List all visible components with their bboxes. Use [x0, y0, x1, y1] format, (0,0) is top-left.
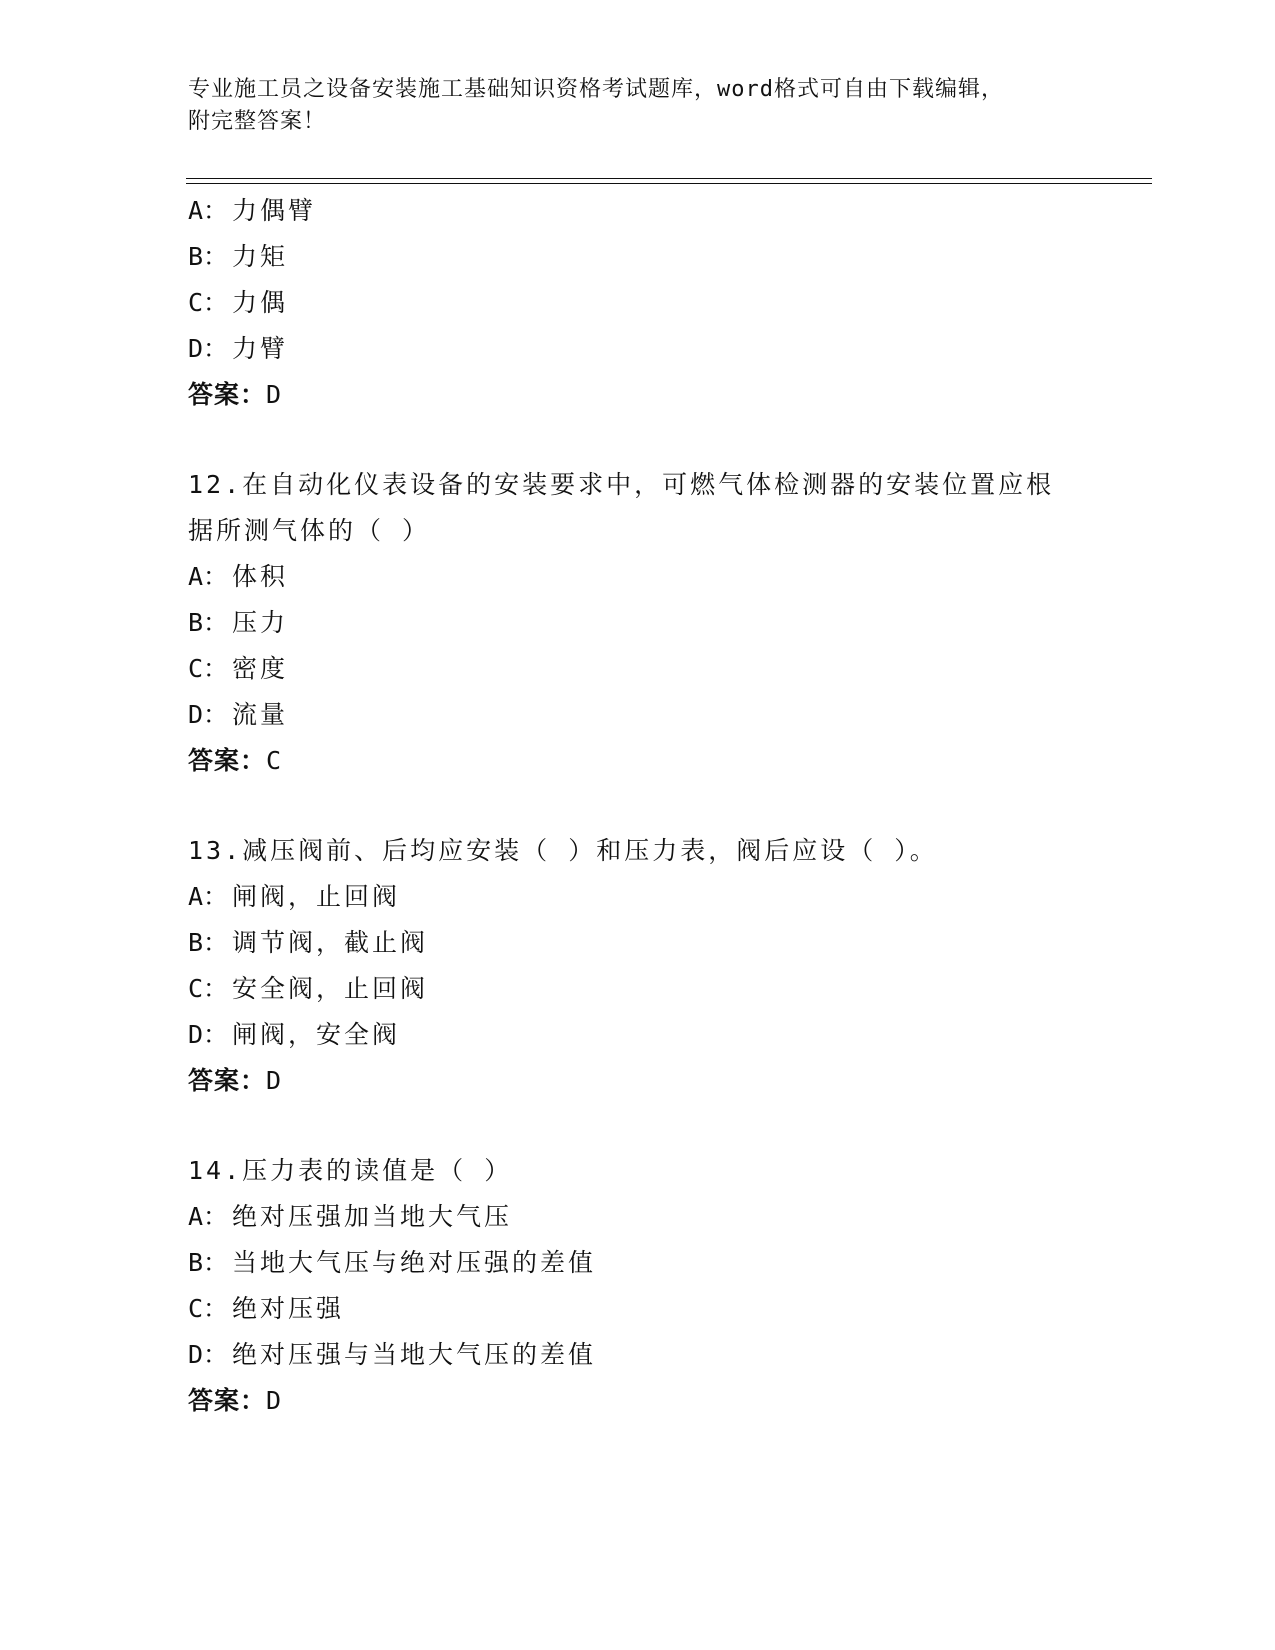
question-text-continued: 据所测气体的（ ）	[188, 516, 431, 545]
option-b	[188, 920, 1088, 966]
option-d	[188, 326, 1088, 372]
option-text: 安全阀，止回阀	[232, 974, 429, 1003]
option-d	[188, 1332, 1088, 1378]
document-header	[188, 74, 1068, 138]
header-rule-bottom	[186, 183, 1152, 184]
option-key: A：	[188, 562, 229, 591]
option-text: 流量	[232, 700, 289, 729]
spacer	[188, 418, 1088, 462]
answer-label: 答案：	[188, 380, 267, 409]
spacer	[188, 784, 1088, 828]
option-key: D：	[188, 334, 229, 363]
option-text: 压力	[232, 608, 289, 637]
question-list	[188, 188, 1088, 1424]
option-text: 力臂	[232, 334, 289, 363]
option-key: A：	[188, 1202, 229, 1231]
option-b	[188, 600, 1088, 646]
option-key: C：	[188, 974, 229, 1003]
option-a	[188, 874, 1088, 920]
option-text: 绝对压强加当地大气压	[232, 1202, 513, 1231]
answer	[188, 372, 1088, 418]
question-text: 12.在自动化仪表设备的安装要求中，可燃气体检测器的安装位置应根	[188, 470, 1055, 499]
option-a	[188, 1194, 1088, 1240]
answer-label: 答案：	[188, 746, 267, 775]
answer-label: 答案：	[188, 1066, 267, 1095]
answer-value: D	[266, 1066, 283, 1095]
answer	[188, 1378, 1088, 1424]
option-text: 闸阀，安全阀	[232, 1020, 401, 1049]
option-key: A：	[188, 196, 229, 225]
option-key: B：	[188, 1248, 229, 1277]
option-c	[188, 1286, 1088, 1332]
option-text: 绝对压强与当地大气压的差值	[232, 1340, 597, 1369]
question-11-continued	[188, 188, 1088, 418]
option-key: C：	[188, 288, 229, 317]
answer	[188, 738, 1088, 784]
option-text: 力偶	[232, 288, 289, 317]
option-d	[188, 1012, 1088, 1058]
option-c	[188, 966, 1088, 1012]
question-text: 13.减压阀前、后均应安装（ ）和压力表，阀后应设（ ）。	[188, 836, 938, 865]
header-line-2: 附完整答案！	[188, 109, 327, 134]
header-line-1: 专业施工员之设备安装施工基础知识资格考试题库，word格式可自由下载编辑，	[188, 77, 1004, 102]
option-key: D：	[188, 700, 229, 729]
option-text: 当地大气压与绝对压强的差值	[232, 1248, 597, 1277]
question-12	[188, 462, 1088, 784]
option-c	[188, 646, 1088, 692]
answer-value: D	[266, 380, 283, 409]
option-text: 调节阀，截止阀	[232, 928, 429, 957]
option-key: B：	[188, 608, 229, 637]
question-14	[188, 1148, 1088, 1424]
option-key: D：	[188, 1340, 229, 1369]
question-13	[188, 828, 1088, 1104]
option-a	[188, 188, 1088, 234]
option-b	[188, 234, 1088, 280]
spacer	[188, 1104, 1088, 1148]
option-key: C：	[188, 654, 229, 683]
option-key: D：	[188, 1020, 229, 1049]
header-rule-top	[186, 178, 1152, 179]
option-text: 闸阀，止回阀	[232, 882, 401, 911]
option-text: 体积	[232, 562, 289, 591]
option-text: 力矩	[232, 242, 289, 271]
option-text: 力偶臂	[232, 196, 317, 225]
option-key: C：	[188, 1294, 229, 1323]
question-text: 14.压力表的读值是（ ）	[188, 1156, 513, 1185]
option-b	[188, 1240, 1088, 1286]
answer-value: C	[266, 746, 283, 775]
option-key: B：	[188, 242, 229, 271]
option-c	[188, 280, 1088, 326]
option-d	[188, 692, 1088, 738]
option-key: B：	[188, 928, 229, 957]
answer	[188, 1058, 1088, 1104]
answer-value: D	[266, 1386, 283, 1415]
option-a	[188, 554, 1088, 600]
option-text: 密度	[232, 654, 289, 683]
answer-label: 答案：	[188, 1386, 267, 1415]
option-text: 绝对压强	[232, 1294, 345, 1323]
option-key: A：	[188, 882, 229, 911]
